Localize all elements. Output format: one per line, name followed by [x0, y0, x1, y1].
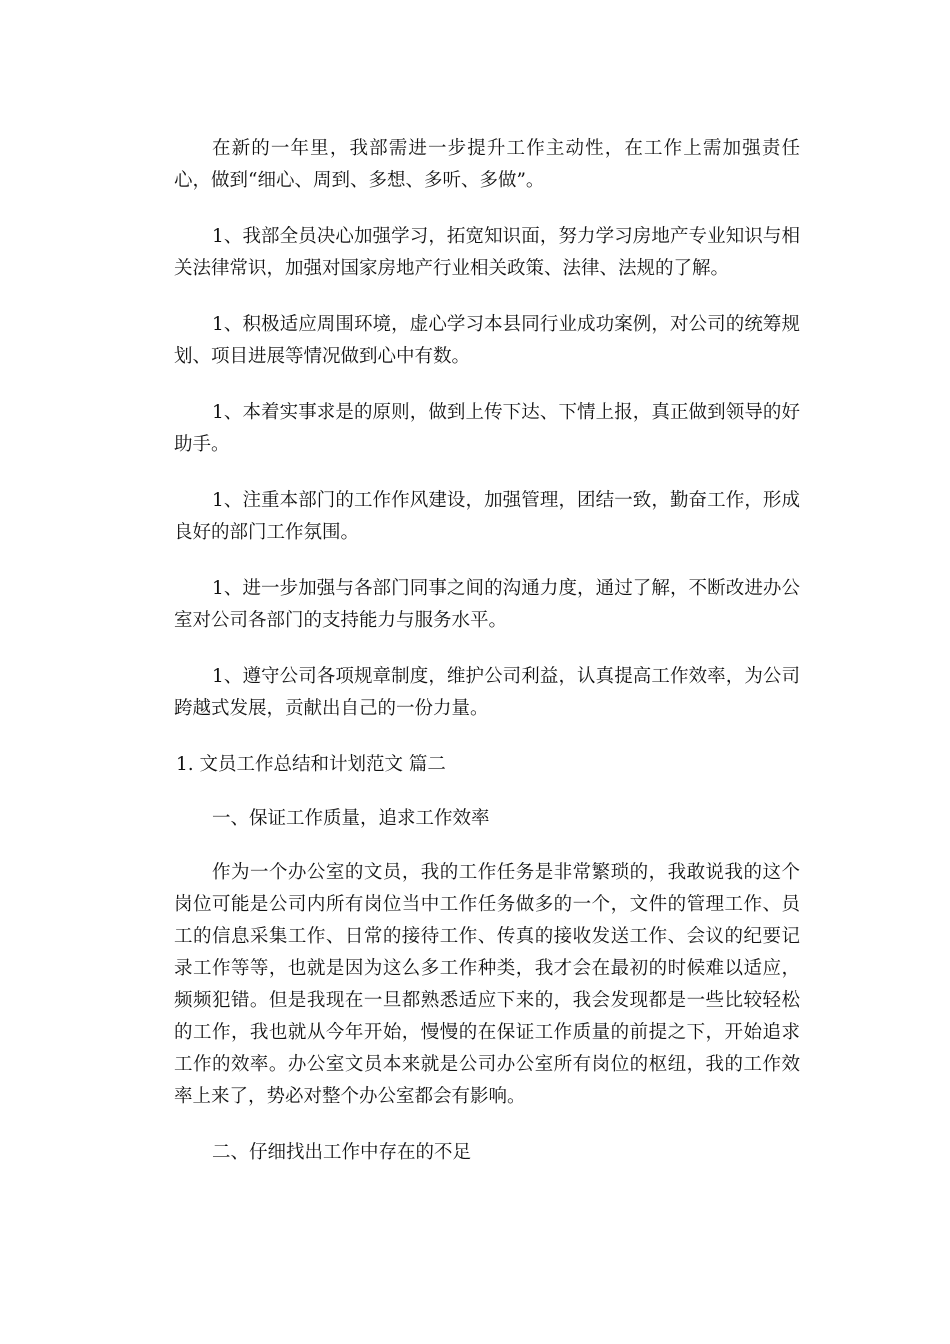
paragraph-item-workstyle: 1、注重本部门的工作作风建设，加强管理，团结一致，勤奋工作，形成良好的部门工作氛围。: [174, 490, 800, 543]
paragraph-body: 作为一个办公室的文员，我的工作任务是非常繁琐的，我敢说我的这个岗位可能是公司内所有岗位当中工作任务做多的一个，文件的管理工作、员工的信息采集工作、日常的接待工作、传真的接收发送工作、会议的纪要记录工作等等，也就是因为这么多工作种类，我才会在最初的时候难以适应，频频犯错。但是我现在一旦都熟悉适应下来的，我会发现都是一些比较轻松的工作，我也就从今年开始，慢慢的在保证工作质量的前提之下，开始追求工作的效率。办公室文员本来就是公司办公室所有岗位的枢纽，我的工作效率上来了，势必对整个办公室都会有影响。: [174, 862, 800, 1107]
paragraph-item-study: 1、我部全员决心加强学习，拓宽知识面，努力学习房地产专业知识与相关法律常识，加强对国家房地产行业相关政策、法律、法规的了解。: [174, 226, 800, 279]
paragraph-item-communication: 1、进一步加强与各部门同事之间的沟通力度，通过了解，不断改进办公室对公司各部门的支持能力与服务水平。: [174, 578, 800, 631]
paragraph-intro: 在新的一年里，我部需进一步提升工作主动性，在工作上需加强责任心，做到“细心、周到、多想、多听、多做”。: [174, 138, 800, 191]
paragraph-item-principle: 1、本着实事求是的原则，做到上传下达、下情上报，真正做到领导的好助手。: [174, 402, 800, 455]
paragraph-item-environment: 1、积极适应周围环境，虚心学习本县同行业成功案例，对公司的统筹规划、项目进展等情况做到心中有数。: [174, 314, 800, 367]
subheading-quality: 一、保证工作质量，追求工作效率: [212, 808, 490, 829]
paragraph-item-rules: 1、遵守公司各项规章制度，维护公司利益，认真提高工作效率，为公司跨越式发展，贡献出自己的一份力量。: [174, 666, 800, 719]
subheading-shortcomings: 二、仔细找出工作中存在的不足: [212, 1142, 472, 1163]
section-heading: 1. 文员工作总结和计划范文 篇二: [176, 754, 446, 775]
